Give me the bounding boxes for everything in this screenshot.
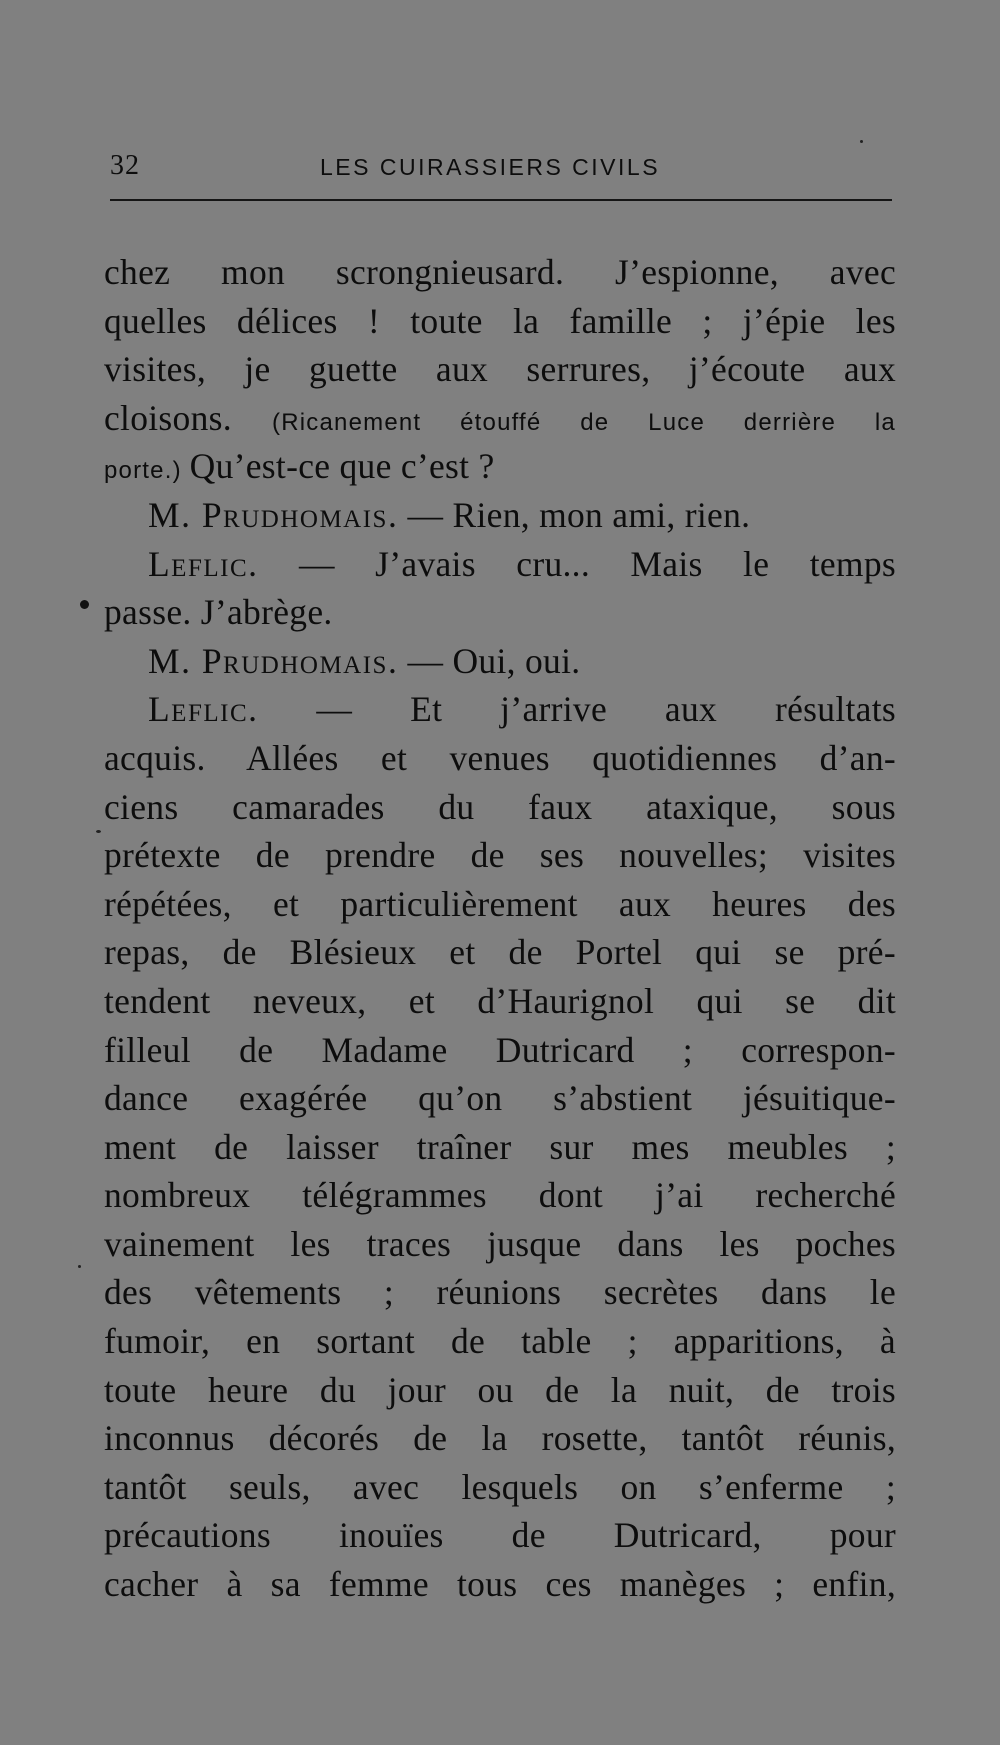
text-line: quelles délices ! toute la famille ; j’épie les [104,300,896,341]
dialogue-line [104,685,896,734]
speaker-name: Leflic. [148,689,259,730]
text-line: cacher à sa femme tous ces manèges ; enfin, [104,1564,896,1605]
text-line: vainement les traces jusque dans les poches [104,1223,896,1264]
header-rule [110,199,892,201]
text-line: visites, je guette aux serrures, j’écoute aux [104,349,896,390]
text-run: cloisons. [104,397,273,438]
text-line: répétées, et particulièrement aux heures des [104,883,896,924]
text-line [104,394,896,443]
text-line: toute heure du jour ou de la nuit, de trois [104,1369,896,1410]
speck [78,1265,81,1268]
text-line: ment de laisser traîner sur mes meubles ; [104,1126,896,1167]
dialogue-line [104,637,896,686]
speck [860,140,863,143]
running-title: LES CUIRASSIERS CIVILS [320,154,661,180]
stage-direction: (Ricanement étouffé de Luce derrière la [272,408,896,436]
dialogue-text: — J’avais cru... Mais le temps [258,543,896,584]
text-line: nombreux télégrammes dont j’ai recherché [104,1175,896,1216]
speaker-name: M. Prudhomais. [148,494,399,535]
text-line: dance exagérée qu’on s’abstient jésuitique- [104,1078,896,1119]
text-line: filleul de Madame Dutricard ; correspon- [104,1029,896,1070]
text-line: ciens camarades du faux ataxique, sous [104,786,896,827]
body-text [104,248,896,1609]
text-line: prétexte de prendre de ses nouvelles; visites [104,835,896,876]
text-line: repas, de Blésieux et de Portel qui se pré- [104,932,896,973]
text-line: passe. J’abrège. [104,592,333,633]
dialogue-text: — Oui, oui. [398,640,581,681]
text-line: des vêtements ; réunions secrètes dans le [104,1272,896,1313]
page-number: 32 [110,150,140,181]
dialogue-line [104,491,896,540]
text-line: tantôt seuls, avec lesquels on s’enferme ; [104,1466,896,1507]
text-line: fumoir, en sortant de table ; apparitions, à [104,1321,896,1362]
text-line: acquis. Allées et venues quotidiennes d’an- [104,737,896,778]
text-line: tendent neveux, et d’Haurignol qui se dit [104,980,896,1021]
text-line [104,442,896,491]
stage-direction: porte.) [104,457,190,485]
text-line: chez mon scrongnieusard. J’espionne, avec [104,252,896,292]
speck [96,830,101,833]
speaker-name: M. Prudhomais. [148,640,399,681]
page-header [110,150,892,190]
dialogue-line [104,540,896,589]
margin-dot [80,600,89,609]
text-line: précautions inouïes de Dutricard, pour [104,1515,896,1556]
speaker-name: Leflic. [148,543,259,584]
text-run: Qu’est-ce que c’est ? [189,446,495,487]
dialogue-text: — Et j’arrive aux résultats [258,689,896,730]
dialogue-text: — Rien, mon ami, rien. [398,494,751,535]
text-line: inconnus décorés de la rosette, tantôt réunis, [104,1418,896,1459]
